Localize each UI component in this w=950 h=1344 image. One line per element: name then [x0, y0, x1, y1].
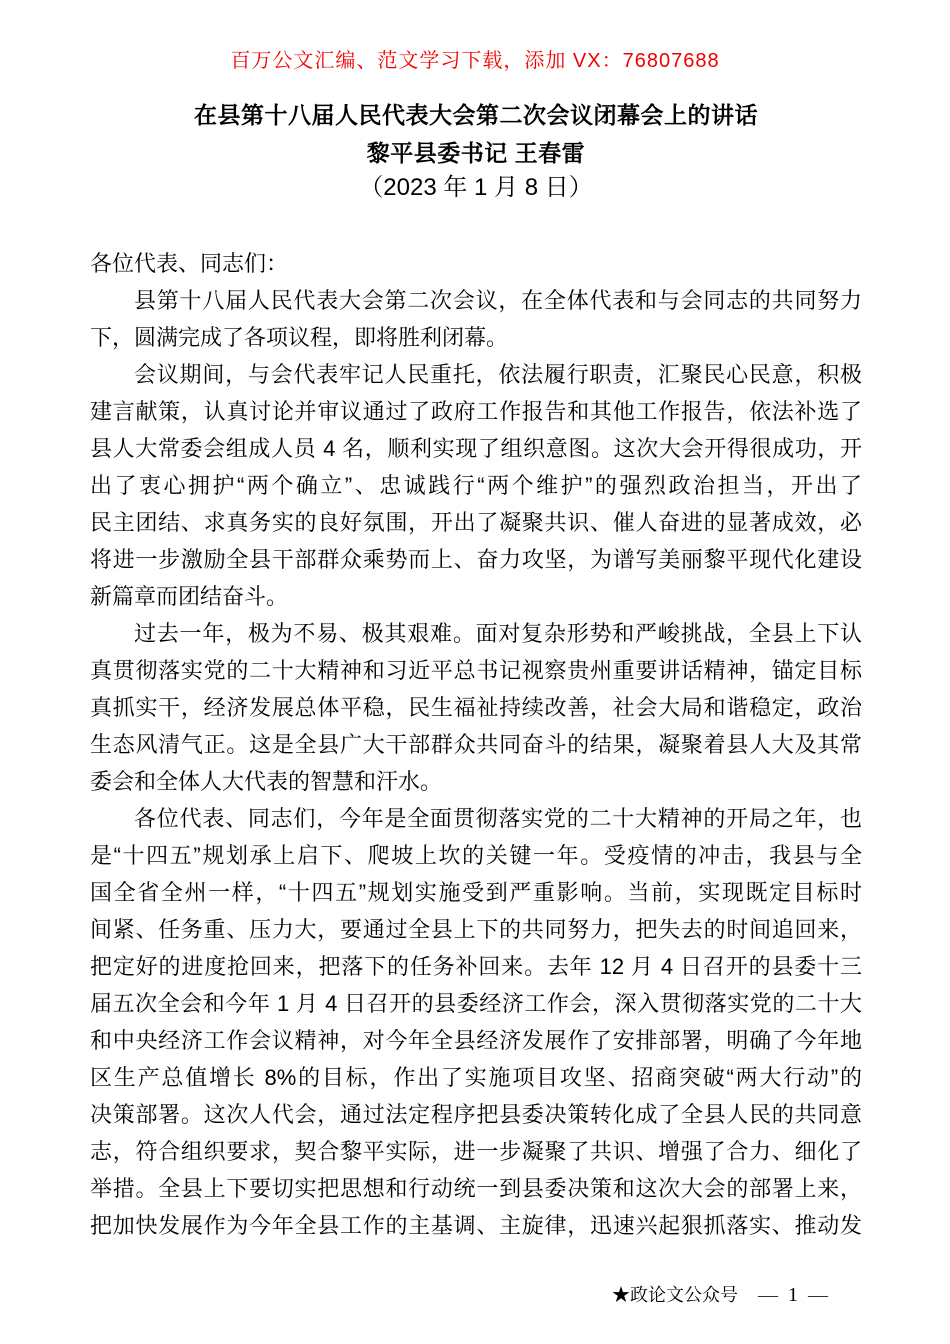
body-line: 和中央经济工作会议精神，对今年全县经济发展作了安排部署，明确了今年地	[90, 1028, 862, 1053]
salutation: 各位代表、同志们：	[90, 251, 289, 276]
doc-title: 在县第十八届人民代表大会第二次会议闭幕会上的讲话	[194, 102, 758, 128]
body-line: 下，圆满完成了各项议程，即将胜利闭幕。	[90, 325, 509, 350]
body-line: 间紧、任务重、压力大，要通过全县上下的共同努力，把失去的时间追回来，	[90, 917, 862, 942]
body-line: 把定好的进度抢回来，把落下的任务补回来。去年 12 月 4 日召开的县委十三	[90, 954, 862, 979]
body-line: 真贯彻落实党的二十大精神和习近平总书记视察贵州重要讲话精神，锚定目标	[90, 658, 862, 683]
page-footer	[612, 1281, 838, 1307]
body-line: 国全省全州一样，“十四五”规划实施受到严重影响。当前，实现既定目标时	[90, 880, 862, 905]
body-line: 真抓实干，经济发展总体平稳，民生福祉持续改善，社会大局和谐稳定，政治	[90, 695, 862, 720]
body-line: 县第十八届人民代表大会第二次会议，在全体代表和与会同志的共同努力	[134, 288, 862, 313]
body-line: 生态风清气正。这是全县广大干部群众共同奋斗的结果，凝聚着县人大及其常	[90, 732, 862, 757]
body-line: 县人大常委会组成人员 4 名，顺利实现了组织意图。这次大会开得很成功，开	[90, 436, 862, 461]
body-line: 会议期间，与会代表牢记人民重托，依法履行职责，汇聚民心民意，积极	[134, 362, 862, 387]
footer-dash-left: —	[758, 1284, 778, 1306]
body-line: 志，符合组织要求，契合黎平实际，进一步凝聚了共识、增强了合力、细化了	[90, 1139, 862, 1164]
body-line: 过去一年，极为不易、极其艰难。面对复杂形势和严峻挑战，全县上下认	[134, 621, 862, 646]
body-line: 委会和全体人大代表的智慧和汗水。	[90, 769, 443, 794]
doc-date: （2023 年 1 月 8 日）	[359, 174, 593, 201]
body-line: 建言献策，认真讨论并审议通过了政府工作报告和其他工作报告，依法补选了	[90, 399, 862, 424]
body-line: 决策部署。这次人代会，通过法定程序把县委决策转化成了全县人民的共同意	[90, 1102, 862, 1127]
doc-author: 黎平县委书记 王春雷	[366, 140, 586, 166]
body-line: 举措。全县上下要切实把思想和行动统一到县委决策和这次大会的部署上来，	[90, 1176, 862, 1201]
footer-brand: ★政论文公众号	[612, 1285, 738, 1305]
body-line: 是“十四五”规划承上启下、爬坡上坎的关键一年。受疫情的冲击，我县与全	[90, 843, 862, 868]
body-line: 把加快发展作为今年全县工作的主基调、主旋律，迅速兴起狠抓落实、推动发	[90, 1213, 862, 1238]
body-line: 民主团结、求真务实的良好氛围，开出了凝聚共识、催人奋进的显著成效，必	[90, 510, 862, 535]
body-line: 出了衷心拥护“两个确立”、忠诚践行“两个维护”的强烈政治担当，开出了	[90, 473, 862, 498]
footer-page-number: 1	[788, 1284, 798, 1306]
body-line: 将进一步激励全县干部群众乘势而上、奋力攻坚，为谱写美丽黎平现代化建设	[90, 547, 862, 572]
body-line: 各位代表、同志们，今年是全面贯彻落实党的二十大精神的开局之年，也	[134, 806, 862, 831]
footer-dash-right: —	[808, 1284, 828, 1306]
body-line: 新篇章而团结奋斗。	[90, 584, 289, 609]
footer-page-indicator	[748, 1284, 838, 1306]
promo-banner: 百万公文汇编、范文学习下载，添加 VX：76807688	[230, 50, 720, 72]
body-line: 区生产总值增长 8%的目标，作出了实施项目攻坚、招商突破“两大行动”的	[90, 1065, 862, 1090]
document-body	[90, 245, 862, 1244]
body-line: 届五次全会和今年 1 月 4 日召开的县委经济工作会，深入贯彻落实党的二十大	[90, 991, 862, 1016]
